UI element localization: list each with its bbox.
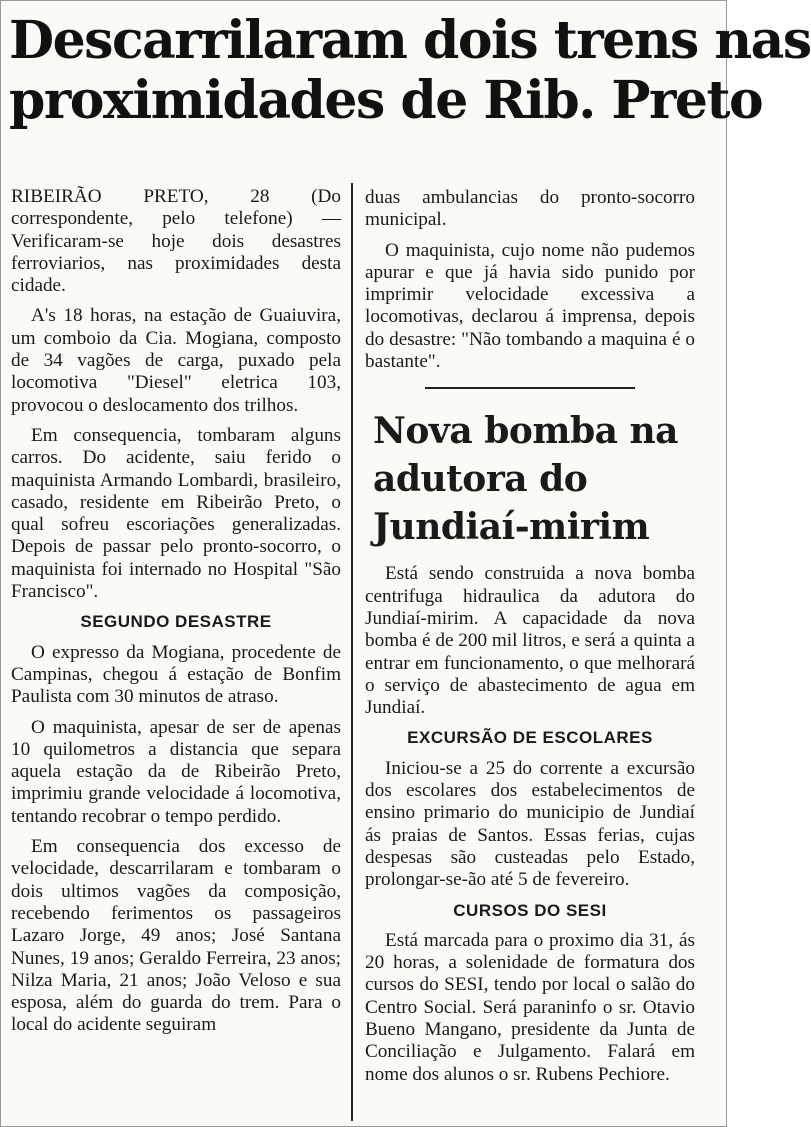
article-paragraph: Está marcada para o proximo dia 31, ás 20 horas, a solenidade de formatura dos cursos do SESI, tendo por local o salão do Centro Social. Será paraninfo o sr. Otavio Bueno Mangano, presidente da Junta de Conciliação e Julgamento. Falará em nome dos alunos o sr. Rubens Pechiore. — [365, 929, 695, 1085]
article-paragraph: A's 18 horas, na estação de Guaiuvira, um comboio da Cia. Mogiana, composto de 34 vagões de carga, puxado pela locomotiva "Diesel" eletrica 103, provocou o deslocamento dos trilhos. — [11, 305, 341, 416]
article-paragraph: O expresso da Mogiana, procedente de Campinas, chegou á estação de Bonfim Paulista com 30 minutos de atraso. — [11, 641, 341, 708]
secondary-headline-line-3: Jundiaí-mirim — [373, 506, 650, 549]
secondary-headline-line-2: adutora do — [373, 458, 588, 501]
article-paragraph: Em consequencia dos excesso de velocidade, descarrilaram e tombaram o dois ultimos vagões da composição, recebendo ferimentos os passageiros Lazaro Jorge, 49 anos; José Santana Nunes, 19 anos; Geraldo Ferreira, 23 anos; Nilza Maria, 21 anos; João Veloso e sua esposa, além do guarda do trem. Para o local do acidente seguiram — [11, 836, 341, 1036]
article-paragraph: duas ambulancias do pronto-socorro municipal. — [365, 187, 695, 231]
article-paragraph: O maquinista, apesar de ser de apenas 10 quilometros a distancia que separa aquela estação da de Ribeirão Preto, imprimiu grande velocidade á locomotiva, tentando recobrar o tempo perdido. — [11, 716, 341, 827]
main-headline-line-2: proximidades de Rib. Preto — [9, 70, 763, 131]
main-headline-line-1: Descarrilaram dois trens nas — [9, 10, 811, 71]
section-separator — [425, 387, 635, 389]
article-paragraph: Está sendo construida a nova bomba centrifuga hidraulica da adutora do Jundiaí-mirim. A capacidade da nova bomba é de 200 mil litros, e será a quinta a entrar em funcionamento, o que melhorará o serviço de abastecimento de agua em Jundiaí. — [365, 563, 695, 719]
subhead-excursao: EXCURSÃO DE ESCOLARES — [407, 728, 653, 748]
article-paragraph: Iniciou-se a 25 do corrente a excursão dos escolares dos estabelecimentos de ensino primario do municipio de Jundiaí ás praias de Santos. Essas ferias, cujas despesas são custeadas pelo Estado, prolongar-se-ão até 5 de fevereiro. — [365, 757, 695, 891]
secondary-headline — [373, 407, 695, 551]
right-column — [365, 187, 695, 1094]
article-paragraph: O maquinista, cujo nome não pudemos apurar e que já havia sido punido por imprimir velocidade excessiva a locomotivas, declarou á imprensa, depois do desastre: "Não tombando a maquina é o bastante". — [365, 239, 695, 373]
subhead-cursos-sesi: CURSOS DO SESI — [453, 900, 607, 920]
article-paragraph: RIBEIRÃO PRETO, 28 (Do correspondente, pelo telefone) — Verificaram-se hoje dois desastres ferroviarios, nas proximidades desta cidade. — [11, 186, 341, 297]
secondary-headline-line-1: Nova bomba na — [373, 410, 679, 453]
main-headline — [9, 10, 811, 131]
article-paragraph: Em consequencia, tombaram alguns carros. Do acidente, saiu ferido o maquinista Armando Lombardi, brasileiro, casado, residente em Ribeirão Preto, o qual sofreu escoriações generalizadas. Depois de passar pelo pronto-socorro, o maquinista foi internado no Hospital "São Francisco". — [11, 424, 341, 603]
subhead-segundo-desastre: SEGUNDO DESASTRE — [80, 612, 272, 632]
column-divider — [351, 183, 353, 1121]
left-column — [11, 186, 341, 1045]
